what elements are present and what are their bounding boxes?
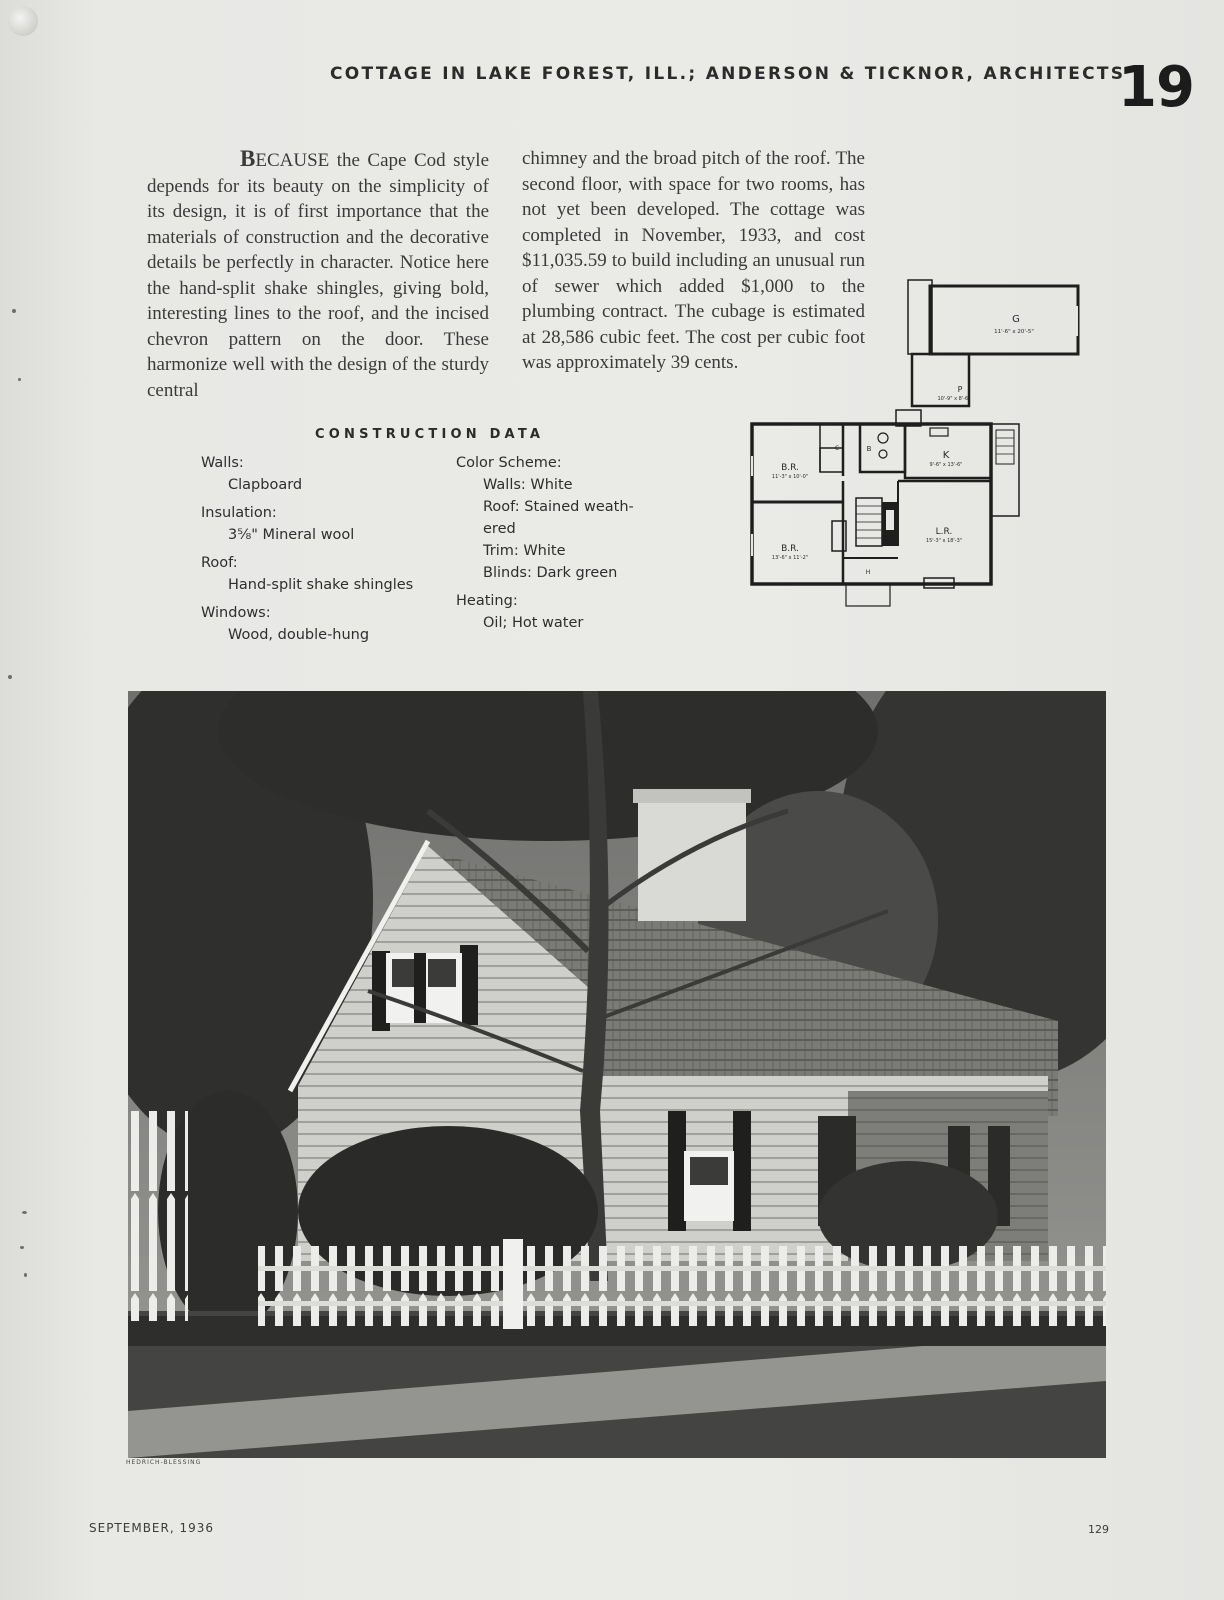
- living-room-dim: 15'-3" x 18'-3": [925, 538, 963, 544]
- fence-post: [503, 1239, 523, 1329]
- walls-value: Clapboard: [228, 477, 303, 493]
- roof-label: Roof:: [201, 555, 238, 571]
- bedroom-1-dim: 11'-3" x 10'-0": [771, 474, 809, 480]
- insulation-label: Insulation:: [201, 505, 277, 521]
- color-scheme-label: Color Scheme:: [456, 455, 562, 471]
- garage-side-wing: [908, 280, 932, 354]
- construction-data-heading: CONSTRUCTION DATA: [315, 427, 545, 442]
- windows-label: Windows:: [201, 605, 271, 621]
- construction-data-left: [201, 452, 413, 646]
- heating-value: Oil; Hot water: [483, 615, 584, 631]
- bath-label: B: [866, 445, 872, 453]
- column-1-text: the Cape Cod style depends for its beauty on the simplicity of its design, it is of first importance that the materials of construction and the decorative details be perfectly in character. Notice here the hand-split shake shingles, giving bold, interesting lines to the roof, and the incised chevron pattern on the door. These harmonize well with the design of the sturdy central: [147, 150, 489, 401]
- article-number: 19: [1118, 55, 1194, 120]
- chimney: [638, 799, 746, 921]
- paper-speck: [8, 675, 12, 679]
- picket-fence: [258, 1246, 1106, 1326]
- kitchen-dim: 9'-6" x 13'-6": [929, 462, 963, 468]
- kitchen-label: K: [942, 450, 950, 461]
- article-header: COTTAGE IN LAKE FOREST, ILL.; ANDERSON & TICKNOR, ARCHITECTS: [330, 64, 1126, 84]
- porch-label: P: [957, 385, 963, 394]
- cottage-photograph: [128, 691, 1106, 1458]
- closet-label: C: [834, 445, 840, 452]
- bedroom-2-label: B.R.: [781, 544, 799, 554]
- color-roof-cont: ered: [483, 521, 516, 537]
- lead-word: ECAUSE: [255, 150, 330, 171]
- roof-value: Hand-split shake shingles: [228, 577, 414, 593]
- article-column-1: [147, 146, 489, 403]
- column-2-text: chimney and the broad pitch of the roof. The second floor, with space for two rooms, has not yet been developed. The cottage was completed in November, 1933, and cost $11,035.59 to build including an unusual run of sewer which added $1,000 to the plumbing contract. The cubage is estimated at 28,586 cubic feet. The cost per cubic foot was approximately 39 cents.: [522, 148, 865, 373]
- shutter-right: [460, 945, 478, 1025]
- color-trim: Trim: White: [483, 543, 566, 559]
- color-walls: Walls: White: [483, 477, 573, 493]
- tall-fence: [128, 1111, 188, 1321]
- walls-label: Walls:: [201, 455, 244, 471]
- insulation-value: 3⅝" Mineral wool: [228, 527, 355, 543]
- color-roof: Roof: Stained weath-: [483, 499, 634, 515]
- garage-label: G: [1012, 314, 1020, 325]
- floor-plan: [748, 276, 1108, 618]
- paper-speck: [24, 1273, 27, 1277]
- binder-hole: [8, 6, 38, 36]
- page-folio: 129: [1088, 1523, 1109, 1536]
- paper-speck: [12, 309, 16, 313]
- living-room-label: L.R.: [935, 527, 953, 537]
- porch-dim: 10'-9" x 8'-6": [937, 396, 971, 402]
- heating-label: Heating:: [456, 593, 518, 609]
- garage-outline: [930, 286, 1078, 354]
- hall-label: H: [865, 569, 871, 576]
- construction-data-right: [456, 452, 634, 634]
- paper-speck: [22, 1211, 27, 1214]
- bedroom-2-dim: 13'-6" x 11'-2": [771, 555, 809, 561]
- paper-speck: [20, 1246, 24, 1249]
- paper-speck: [18, 378, 21, 381]
- photo-credit: HEDRICH-BLESSING: [126, 1459, 202, 1466]
- windows-value: Wood, double-hung: [228, 627, 370, 643]
- issue-date: SEPTEMBER, 1936: [89, 1521, 215, 1535]
- color-blinds: Blinds: Dark green: [483, 565, 618, 581]
- garage-dim: 11'-6" x 20'-5": [994, 329, 1034, 335]
- bedroom-1-label: B.R.: [781, 463, 799, 473]
- drop-cap: B: [240, 146, 256, 171]
